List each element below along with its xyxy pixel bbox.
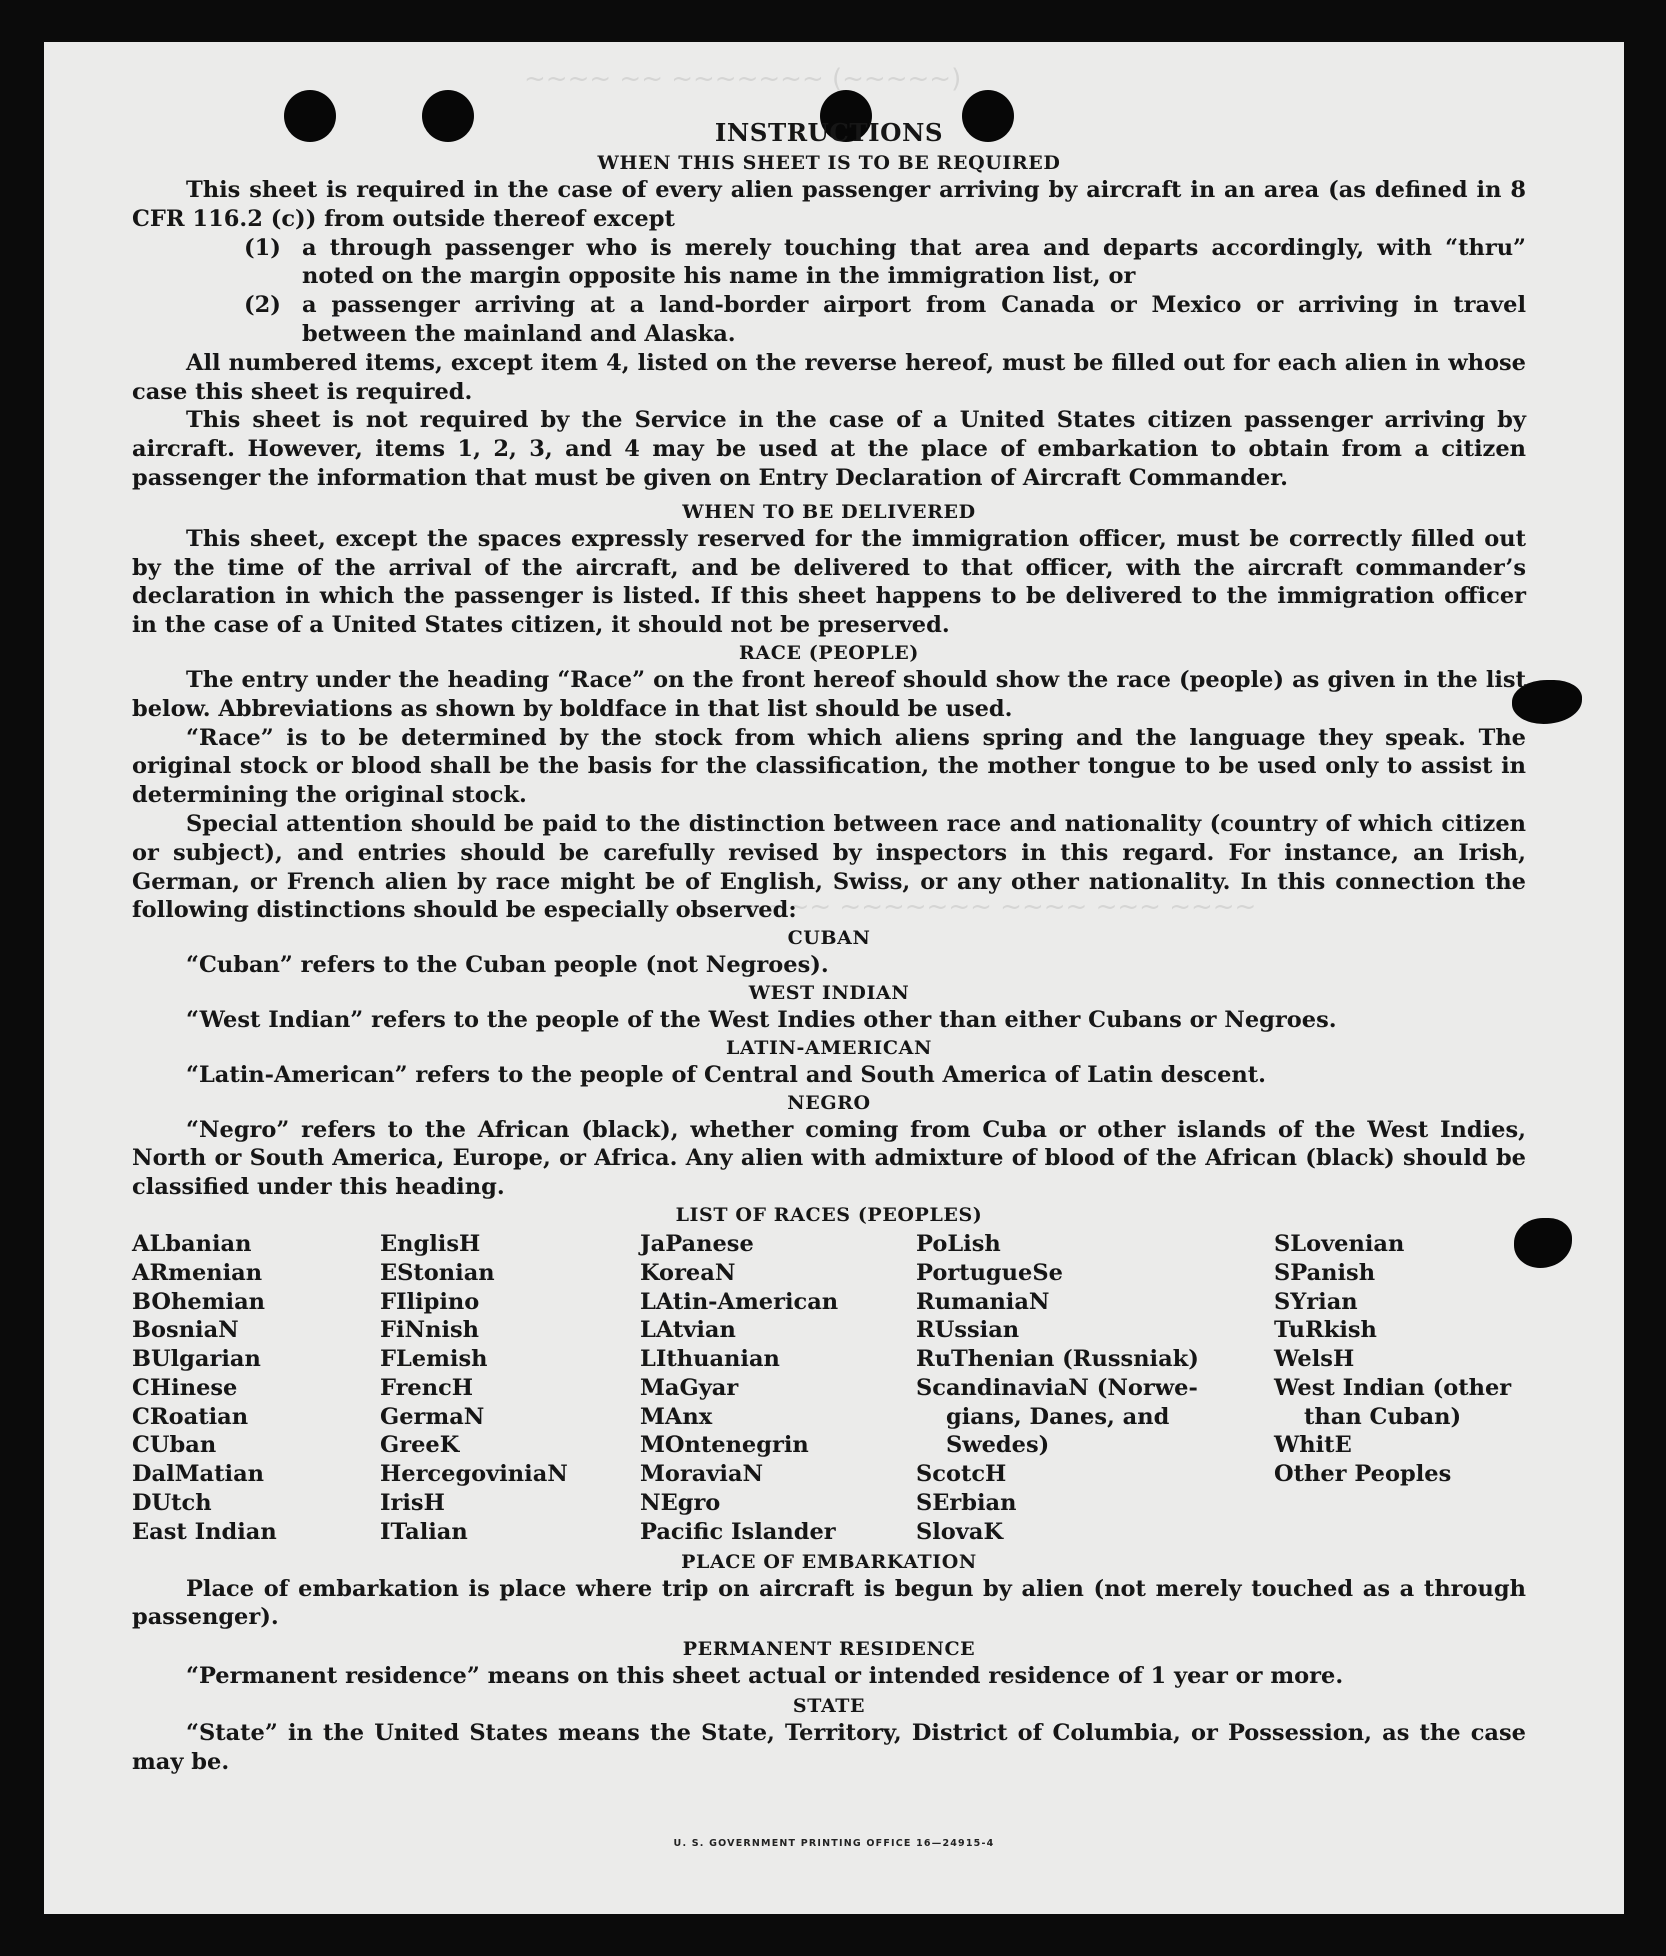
- section-heading: WHEN THIS SHEET IS TO BE REQUIRED: [597, 152, 1061, 174]
- paragraph: “Cuban” refers to the Cuban people (not Negroes).: [186, 952, 829, 979]
- section-heading: LIST OF RACES (PEOPLES): [675, 1203, 983, 1226]
- race-entry: TuRkish: [1274, 1317, 1377, 1344]
- race-entry: RuThenian (Russniak): [916, 1346, 1199, 1373]
- paragraph: All numbered items, except item 4, listed on the reverse hereof, must be filled out for each alien in whose case this sheet is required.: [132, 349, 1526, 405]
- race-entry: WhitE: [1274, 1432, 1352, 1459]
- paragraph: “State” in the United States means the State, Territory, District of Columbia, or Possession, as the case may be.: [132, 1720, 1526, 1775]
- race-entry: than Cuban): [1304, 1403, 1462, 1430]
- document-sheet: [44, 42, 1624, 1914]
- race-entry: ALbanian: [132, 1230, 252, 1257]
- section-heading: WEST INDIAN: [748, 981, 910, 1004]
- race-entry: MAnx: [640, 1403, 713, 1430]
- paragraph: Place of embarkation is place where trip on aircraft is begun by alien (not merely touched as a through passenger).: [132, 1575, 1526, 1631]
- race-entry: PortugueSe: [916, 1259, 1063, 1286]
- section-heading: CUBAN: [787, 927, 871, 950]
- race-list-column: [132, 1230, 380, 1547]
- race-entry: ARmenian: [132, 1259, 263, 1286]
- section-heading: STATE: [792, 1695, 866, 1718]
- race-entry: CRoatian: [132, 1403, 249, 1430]
- list-item-text: a passenger arriving at a land-border airport from Canada or Mexico or arriving in travel between the mainland and Alaska.: [302, 292, 1526, 347]
- race-entry: West Indian (other: [1274, 1374, 1512, 1401]
- race-entry: FiNnish: [380, 1317, 480, 1344]
- page-title: INSTRUCTIONS: [714, 118, 944, 147]
- race-list-column: [916, 1230, 1274, 1547]
- race-entry: JaPanese: [640, 1230, 754, 1257]
- race-entry: CUban: [132, 1432, 217, 1459]
- section-heading: WHEN TO BE DELIVERED: [682, 500, 976, 523]
- paragraph: Special attention should be paid to the distinction between race and nationality (country of which citizen or subject), and entries should be carefully revised by inspectors in this regard. For instance, an Irish, German, or French alien by race might be of English, Swiss, or any other nationality. In this connection the following distinctions should be especially observed:: [132, 810, 1526, 924]
- race-entry: BUlgarian: [132, 1346, 261, 1373]
- race-entry: MOntenegrin: [640, 1432, 809, 1459]
- race-entry: LAtin-American: [640, 1288, 839, 1315]
- race-entry: ScotcH: [916, 1461, 1007, 1488]
- race-entry: DUtch: [132, 1490, 212, 1517]
- race-entry: DalMatian: [132, 1461, 265, 1488]
- list-item: [132, 234, 1526, 292]
- race-list-column: [640, 1230, 916, 1547]
- section-heading: LATIN-AMERICAN: [726, 1036, 932, 1059]
- race-entry: SPanish: [1274, 1259, 1376, 1286]
- race-entry: BOhemian: [132, 1288, 266, 1315]
- race-entry: FIlipino: [380, 1288, 480, 1315]
- paragraph: “Latin-American” refers to the people of Central and South America of Latin descent.: [186, 1061, 1266, 1088]
- race-entry: LIthuanian: [640, 1346, 780, 1373]
- race-entry: Pacific Islander: [640, 1518, 836, 1545]
- paragraph: This sheet is required in the case of every alien passenger arriving by aircraft in an area (as defined in 8 CFR 116.2 (c)) from outside thereof except: [132, 177, 1526, 232]
- section-heading: RACE (PEOPLE): [739, 641, 919, 664]
- list-item-number: (1): [244, 234, 281, 261]
- race-entry: ScandinaviaN (Norwe-: [916, 1374, 1198, 1401]
- race-entry: RumaniaN: [916, 1288, 1050, 1315]
- race-entry: GermaN: [380, 1403, 485, 1430]
- race-list-column: [1274, 1230, 1526, 1547]
- paragraph: “Race” is to be determined by the stock from which aliens spring and the language they speak. The original stock or blood shall be the basis for the classification, the mother tongue to be used only to assist in determining the original stock.: [132, 724, 1526, 809]
- race-entry: MoraviaN: [640, 1461, 764, 1488]
- race-entry: KoreaN: [640, 1259, 736, 1286]
- race-entry: EStonian: [380, 1259, 495, 1286]
- race-entry: SlovaK: [916, 1518, 1004, 1545]
- race-entry: MaGyar: [640, 1374, 739, 1401]
- race-entry: LAtvian: [640, 1317, 736, 1344]
- race-entry: SErbian: [916, 1490, 1017, 1517]
- race-entry: SYrian: [1274, 1288, 1358, 1315]
- bleed-through-text: ~~~~ ~~ ~~~~~~~ (~~~~~): [524, 64, 962, 94]
- paragraph: This sheet, except the spaces expressly reserved for the immigration officer, must be correctly filled out by the time of the arrival of the aircraft, and be delivered to that officer, with the aircraft commander’s declaration in which the passenger is listed. If this sheet happens to be delivered to the immigration officer in the case of a United States citizen, it should not be preserved.: [132, 525, 1526, 639]
- race-entry: EnglisH: [380, 1230, 481, 1257]
- list-item: [132, 291, 1526, 349]
- race-entry: GreeK: [380, 1432, 460, 1459]
- section-heading: NEGRO: [787, 1091, 871, 1114]
- race-entry: FrencH: [380, 1374, 474, 1401]
- paragraph: This sheet is not required by the Service in the case of a United States citizen passenger arriving by aircraft. However, items 1, 2, 3, and 4 may be used at the place of embarkation to obtain from a citizen passenger the information that must be given on Entry Declaration of Aircraft Commander.: [132, 407, 1526, 491]
- section-heading: PERMANENT RESIDENCE: [682, 1638, 976, 1661]
- paragraph: “Permanent residence” means on this sheet actual or intended residence of 1 year or more.: [186, 1663, 1344, 1690]
- paragraph: The entry under the heading “Race” on the front hereof should show the race (people) as given in the list below. Abbreviations as shown by boldface in that list should be used.: [132, 666, 1526, 722]
- race-entry: NEgro: [640, 1490, 721, 1517]
- race-entry: PoLish: [916, 1230, 1001, 1257]
- race-entry: WelsH: [1274, 1346, 1355, 1373]
- list-item-text: a through passenger who is merely touching that area and departs accordingly, with “thru” noted on the margin opposite his name in the immigration list, or: [302, 234, 1526, 290]
- race-entry: FLemish: [380, 1346, 488, 1373]
- list-item-number: (2): [244, 292, 281, 319]
- paragraph: “Negro” refers to the African (black), whether coming from Cuba or other islands of the West Indies, North or South America, Europe, or Africa. Any alien with admixture of blood of the African (black) should be classified under this heading.: [132, 1116, 1526, 1201]
- race-entry: East Indian: [132, 1518, 277, 1545]
- race-entry: Swedes): [946, 1432, 1050, 1459]
- paragraph: “West Indian” refers to the people of the West Indies other than either Cubans or Negroes.: [186, 1006, 1337, 1033]
- race-entry: HercegoviniaN: [380, 1461, 568, 1488]
- race-entry: BosniaN: [132, 1317, 239, 1344]
- race-entry: SLovenian: [1274, 1230, 1405, 1257]
- race-entry: Other Peoples: [1274, 1461, 1452, 1488]
- race-entry: IrisH: [380, 1490, 445, 1517]
- race-list-column: [380, 1230, 640, 1547]
- race-entry: ITalian: [380, 1518, 468, 1545]
- section-heading: PLACE OF EMBARKATION: [681, 1550, 977, 1573]
- bleed-through-text: ~~~~ ~~~~~~~ ~~~~ ~~~ ~~~~: [744, 892, 1257, 922]
- printer-imprint: U. S. GOVERNMENT PRINTING OFFICE 16—24915-4: [673, 1838, 995, 1849]
- race-entry: RUssian: [916, 1317, 1020, 1344]
- race-entry: CHinese: [132, 1374, 238, 1401]
- race-list: [132, 1230, 1526, 1547]
- instructions-text: [132, 116, 1526, 1777]
- race-entry: gians, Danes, and: [946, 1403, 1170, 1430]
